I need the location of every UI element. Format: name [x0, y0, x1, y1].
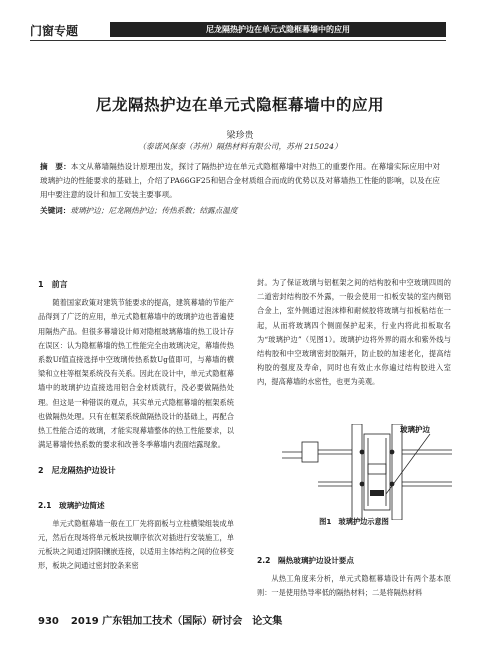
mullion-left: [352, 424, 362, 520]
page-footer: [38, 612, 294, 627]
section-1-paragraph: 随着国家政策对建筑节能要求的提高，建筑幕墙的节能产品得到了广泛的应用，单元式隐框幕墙中的玻璃护边也普遍使用隔热产品。但很多幕墙设计师对隐框玻璃幕墙的热工设计存在误区：认为隐框幕墙的热工性能完全由玻璃决定，幕墙传热系数Uf值直接选择中空玻璃传热系数Ug值即可，与幕墙的横梁和立柱等框架系统没有关系。因此在设计中，单元式隐框幕墙中的玻璃护边直接选用铝合金材质就行，没必要做隔热处理。但这是一种错误的观点，其实单元式隐框幕墙的框架系统也做隔热处理。只有在框架系统做隔热设计的基础上，再配合热工性能合适的玻璃，才能实现幕墙整体的热工性能要求，以满足幕墙传热系数的要求和改善冬季幕墙内表面结露现象。: [38, 298, 234, 450]
aluminum-frame-top: [302, 442, 318, 462]
figure-callout-label: 玻璃护边: [400, 425, 430, 434]
keywords-label: 关键词：: [40, 206, 71, 215]
abstract: [40, 160, 440, 202]
figure-1-diagram: [282, 424, 452, 520]
section-2-1-paragraph: 单元式隐框幕墙一般在工厂先将面板与立柱横梁组装成单元，然后在现场将单元板块按顺序依次对插进行安装施工，单元板块之间通过阴阳镶嵌连接，以适用主体结构之间的位移变形，板块之间通过密封胶条来密: [38, 518, 234, 571]
section-1-heading: 1 前言: [38, 280, 68, 289]
section-2-1-heading: 2.1 玻璃护边简述: [38, 500, 105, 510]
author: 梁珍贵: [226, 131, 254, 141]
running-title: 尼龙隔热护边在单元式隐框幕墙中的应用: [110, 22, 446, 37]
sealant-joints: [360, 450, 395, 496]
right-column-paragraph: 封。为了保证玻璃与铝框架之间的结构胶和中空玻璃四周的二道密封结构胶不外露，一般会使用一扣板安装的室内侧铝合金上，室外侧通过泡沫棒和耐候胶将玻璃与扣板粘结在一起，从而将玻璃四个侧面保护起来，行业内将此扣板取名为“玻璃护边”（见图1）。玻璃护边将外界的雨水和紫外线与结构胶和中空玻璃密封胶隔开，防止胶的加速老化，提高结构胶的强度及寿命，同时也有效止水你遍过结构胶进入室内，提高幕墙的水密性，也更为美观。: [257, 278, 451, 387]
journal-section: 门窗专题: [30, 24, 79, 38]
keywords: [40, 204, 440, 218]
conference-name: 2019 广东铝加工技术（国际）研讨会 论文集: [70, 616, 283, 627]
sealant-joint: [360, 482, 365, 487]
header-divider: [30, 40, 446, 41]
figure-1-caption: 图1 玻璃护边示意图: [319, 517, 389, 526]
glass-edge-cap: [370, 490, 384, 496]
abstract-label: 摘 要：: [40, 162, 71, 171]
paper-title: 尼龙隔热护边在单元式隐框幕墙中的应用: [95, 96, 384, 114]
thermal-break: [368, 464, 386, 474]
section-2-2-paragraph: 从热工角度来分析，单元式隐框幕墙设计有两个基本原则：一是使用热导率低的隔热材料；二是将隔热材料: [257, 574, 451, 598]
page-number: 930: [38, 616, 59, 627]
right-column: [257, 276, 451, 390]
sealant-joint: [360, 450, 365, 455]
abstract-text: 本文从幕墙隔热设计原理出发，探讨了隔热护边在单元式隐框幕墙中对热工的重要作用。在幕墙实际应用中对玻璃护边的性能要求的基础上，介绍了PA66GF25和铝合金材质组合而成的优势以及对幕墙热工性能的影响，以及在应用中要注意的设计和加工安装主要事项。: [40, 162, 440, 199]
section-2-heading: 2 尼龙隔热护边设计: [38, 466, 116, 476]
section-2-2: [257, 548, 451, 601]
mullion-right: [392, 424, 402, 520]
callout-leader-line: [386, 434, 430, 494]
keywords-text: 玻璃护边；尼龙隔热护边；传热系数；结露点温度: [70, 206, 238, 215]
affiliation: （泰诺风保泰（苏州）隔热材料有限公司，苏州 215024）: [138, 142, 342, 151]
section-2-2-heading: 2.2 隔热玻璃护边设计要点: [257, 556, 354, 565]
sealant-joint: [390, 450, 395, 455]
left-column: [38, 276, 234, 574]
